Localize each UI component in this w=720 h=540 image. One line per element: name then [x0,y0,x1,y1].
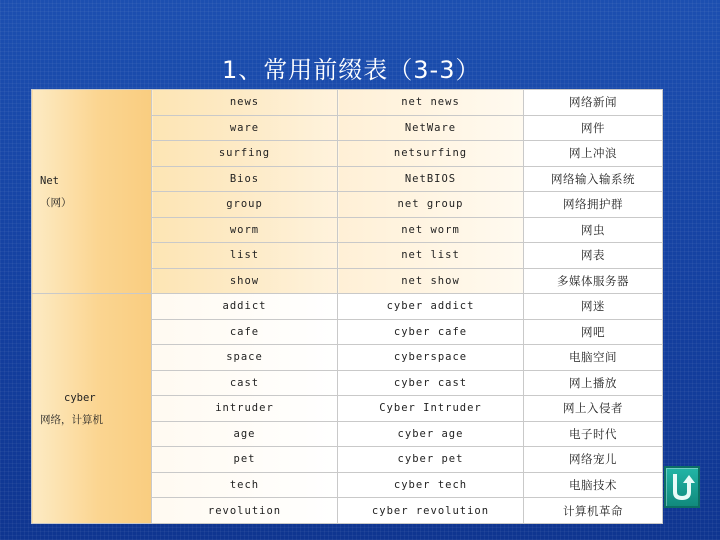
prefix-cell-net [32,90,152,294]
term-meaning: 网虫 [524,217,663,243]
root-word: tech [152,472,338,498]
compound-term: net news [338,90,524,116]
compound-term: net group [338,192,524,218]
root-word: pet [152,447,338,473]
prefix-table [31,89,662,524]
term-meaning: 网吧 [524,319,663,345]
root-word: list [152,243,338,269]
compound-term: cyber age [338,421,524,447]
return-arrow-icon [669,472,695,502]
term-meaning: 网表 [524,243,663,269]
compound-term: cyber addict [338,294,524,320]
compound-term: cyber cafe [338,319,524,345]
root-word: worm [152,217,338,243]
root-word: space [152,345,338,371]
compound-term: net show [338,268,524,294]
term-meaning: 网络新闻 [524,90,663,116]
term-meaning: 网件 [524,115,663,141]
compound-term: net worm [338,217,524,243]
root-word: ware [152,115,338,141]
prefix-label: cyber [64,391,96,404]
term-meaning: 网络拥护群 [524,192,663,218]
compound-term: cyber revolution [338,498,524,524]
page-title: 1、常用前缀表（3-3） [222,56,481,84]
prefix-meaning: 网络，计算机 [40,413,103,426]
compound-term: Cyber Intruder [338,396,524,422]
term-meaning: 网上冲浪 [524,141,663,167]
root-word: addict [152,294,338,320]
compound-term: NetWare [338,115,524,141]
term-meaning: 电子时代 [524,421,663,447]
root-word: group [152,192,338,218]
table-row [32,294,663,320]
prefix-cell-cyber [32,294,152,524]
root-word: show [152,268,338,294]
term-meaning: 网迷 [524,294,663,320]
term-meaning: 网上播放 [524,370,663,396]
prefix-label: Net [40,174,59,187]
term-meaning: 电脑技术 [524,472,663,498]
term-meaning: 多媒体服务器 [524,268,663,294]
compound-term: cyber tech [338,472,524,498]
compound-term: NetBIOS [338,166,524,192]
compound-term: netsurfing [338,141,524,167]
root-word: surfing [152,141,338,167]
term-meaning: 网络宠儿 [524,447,663,473]
term-meaning: 电脑空间 [524,345,663,371]
compound-term: cyberspace [338,345,524,371]
root-word: age [152,421,338,447]
term-meaning: 计算机革命 [524,498,663,524]
back-button[interactable] [664,466,700,508]
root-word: intruder [152,396,338,422]
prefix-meaning: （网） [40,196,72,209]
root-word: news [152,90,338,116]
root-word: cafe [152,319,338,345]
table-row [32,90,663,116]
root-word: revolution [152,498,338,524]
root-word: cast [152,370,338,396]
term-meaning: 网上入侵者 [524,396,663,422]
compound-term: net list [338,243,524,269]
compound-term: cyber cast [338,370,524,396]
term-meaning: 网络输入输系统 [524,166,663,192]
root-word: Bios [152,166,338,192]
compound-term: cyber pet [338,447,524,473]
